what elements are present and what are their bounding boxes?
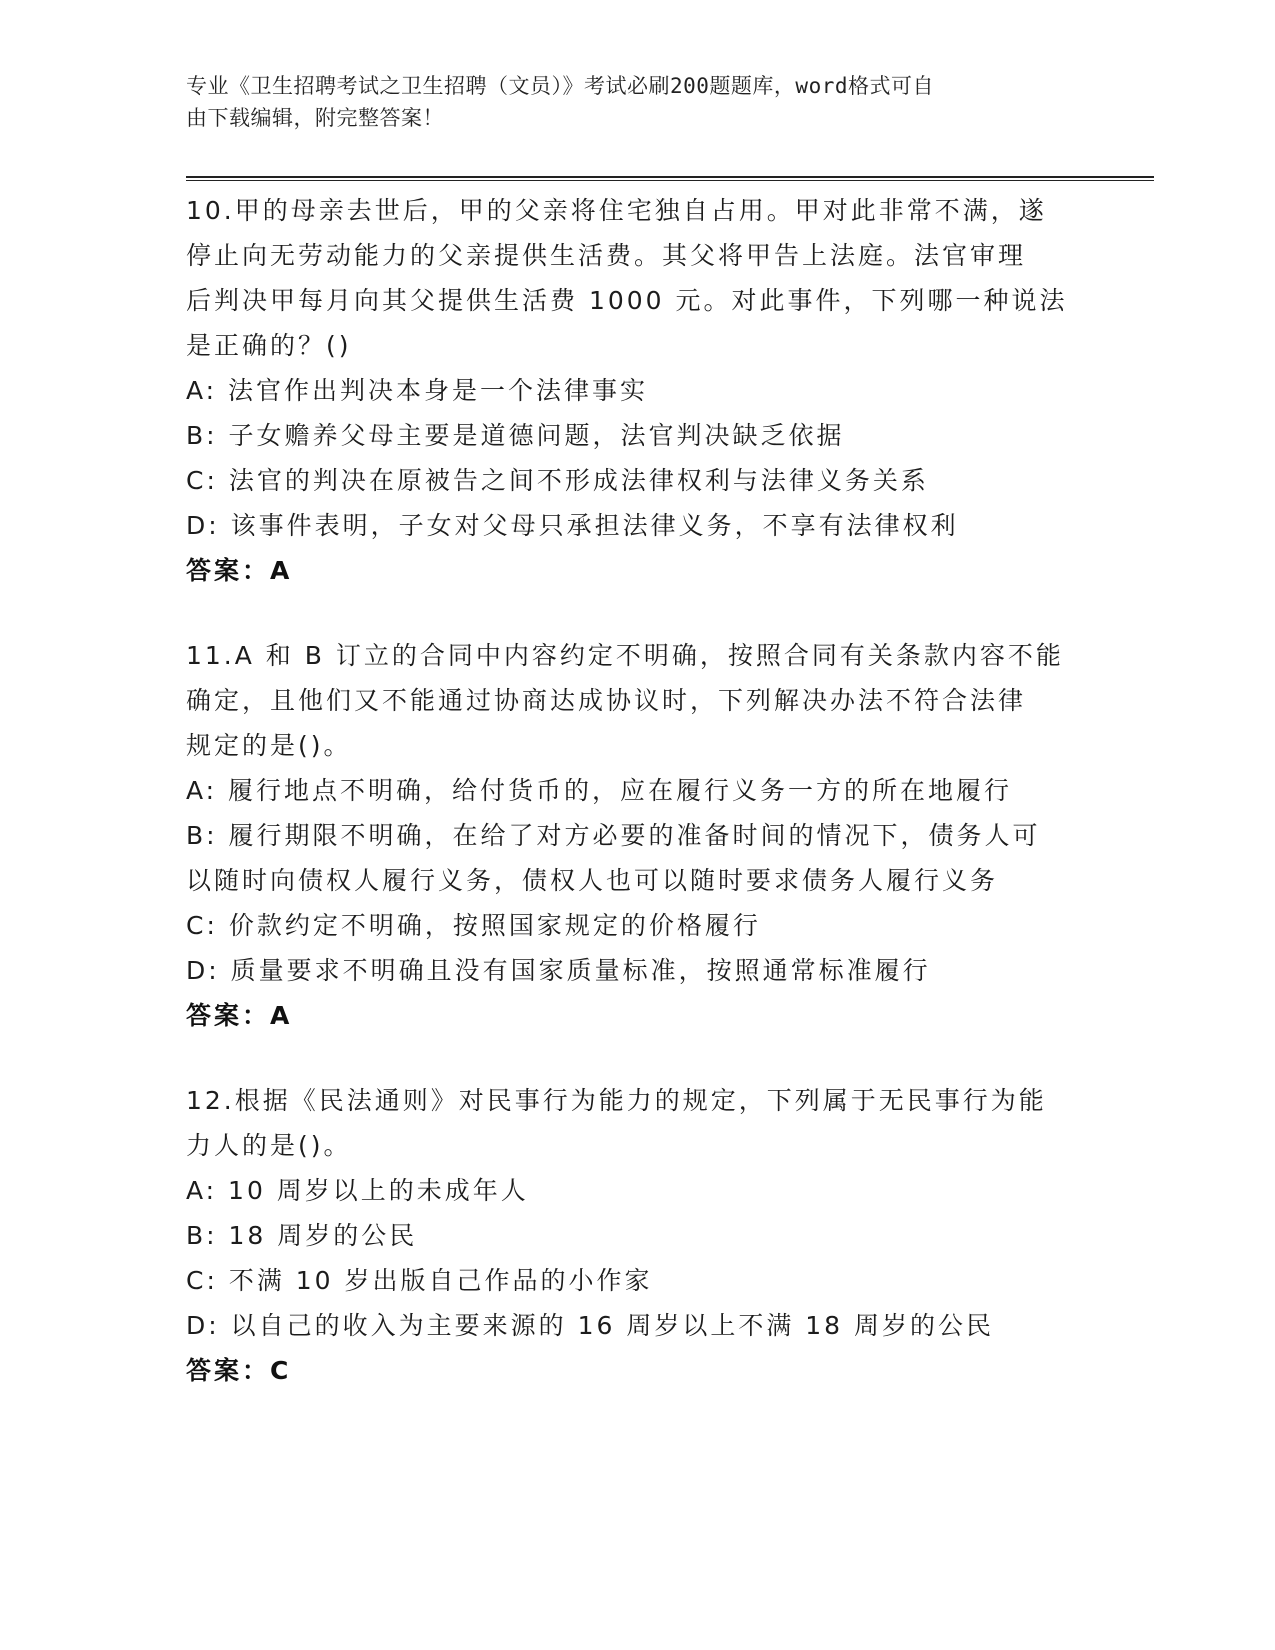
option-c: C: 不满 10 岁出版自己作品的小作家 <box>186 1266 653 1295</box>
question-stem-line: 确定，且他们又不能通过协商达成协议时，下列解决办法不符合法律 <box>186 686 1027 715</box>
header-divider <box>186 176 1154 181</box>
header-line: 由下载编辑，附完整答案！ <box>186 106 444 130</box>
question-stem-line: 是正确的？() <box>186 331 352 360</box>
question-list <box>186 188 1106 1393</box>
question-stem-line: 12.根据《民法通则》对民事行为能力的规定，下列属于无民事行为能 <box>186 1086 1047 1115</box>
option-a: A: 10 周岁以上的未成年人 <box>186 1176 529 1205</box>
answer-label: 答案：A <box>186 1001 293 1030</box>
question-10 <box>186 188 1106 593</box>
question-stem-line: 力人的是()。 <box>186 1131 352 1160</box>
question-stem-line: 后判决甲每月向其父提供生活费 1000 元。对此事件，下列哪一种说法 <box>186 286 1068 315</box>
question-12 <box>186 1078 1106 1393</box>
option-b: B: 子女赡养父母主要是道德问题，法官判决缺乏依据 <box>186 421 845 450</box>
document-header <box>186 70 1066 134</box>
question-stem-line: 规定的是()。 <box>186 731 352 760</box>
answer-label: 答案：C <box>186 1356 292 1385</box>
option-b: B: 18 周岁的公民 <box>186 1221 418 1250</box>
header-line: 专业《卫生招聘考试之卫生招聘（文员）》考试必刷200题题库，word格式可自 <box>186 74 934 98</box>
option-a: A: 履行地点不明确，给付货币的，应在履行义务一方的所在地履行 <box>186 776 1013 805</box>
question-stem-line: 10.甲的母亲去世后，甲的父亲将住宅独自占用。甲对此非常不满，遂 <box>186 196 1047 225</box>
question-stem-line: 停止向无劳动能力的父亲提供生活费。其父将甲告上法庭。法官审理 <box>186 241 1027 270</box>
option-c: C: 价款约定不明确，按照国家规定的价格履行 <box>186 911 761 940</box>
answer-label: 答案：A <box>186 556 293 585</box>
option-b-continued: 以随时向债权人履行义务，债权人也可以随时要求债务人履行义务 <box>186 866 999 895</box>
question-11 <box>186 633 1106 1038</box>
option-c: C: 法官的判决在原被告之间不形成法律权利与法律义务关系 <box>186 466 929 495</box>
option-a: A: 法官作出判决本身是一个法律事实 <box>186 376 649 405</box>
question-stem-line: 11.A 和 B 订立的合同中内容约定不明确，按照合同有关条款内容不能 <box>186 641 1064 670</box>
option-d: D: 该事件表明，子女对父母只承担法律义务，不享有法律权利 <box>186 511 959 540</box>
option-d: D: 以自己的收入为主要来源的 16 周岁以上不满 18 周岁的公民 <box>186 1311 995 1340</box>
option-d: D: 质量要求不明确且没有国家质量标准，按照通常标准履行 <box>186 956 931 985</box>
option-b: B: 履行期限不明确，在给了对方必要的准备时间的情况下，债务人可 <box>186 821 1041 850</box>
